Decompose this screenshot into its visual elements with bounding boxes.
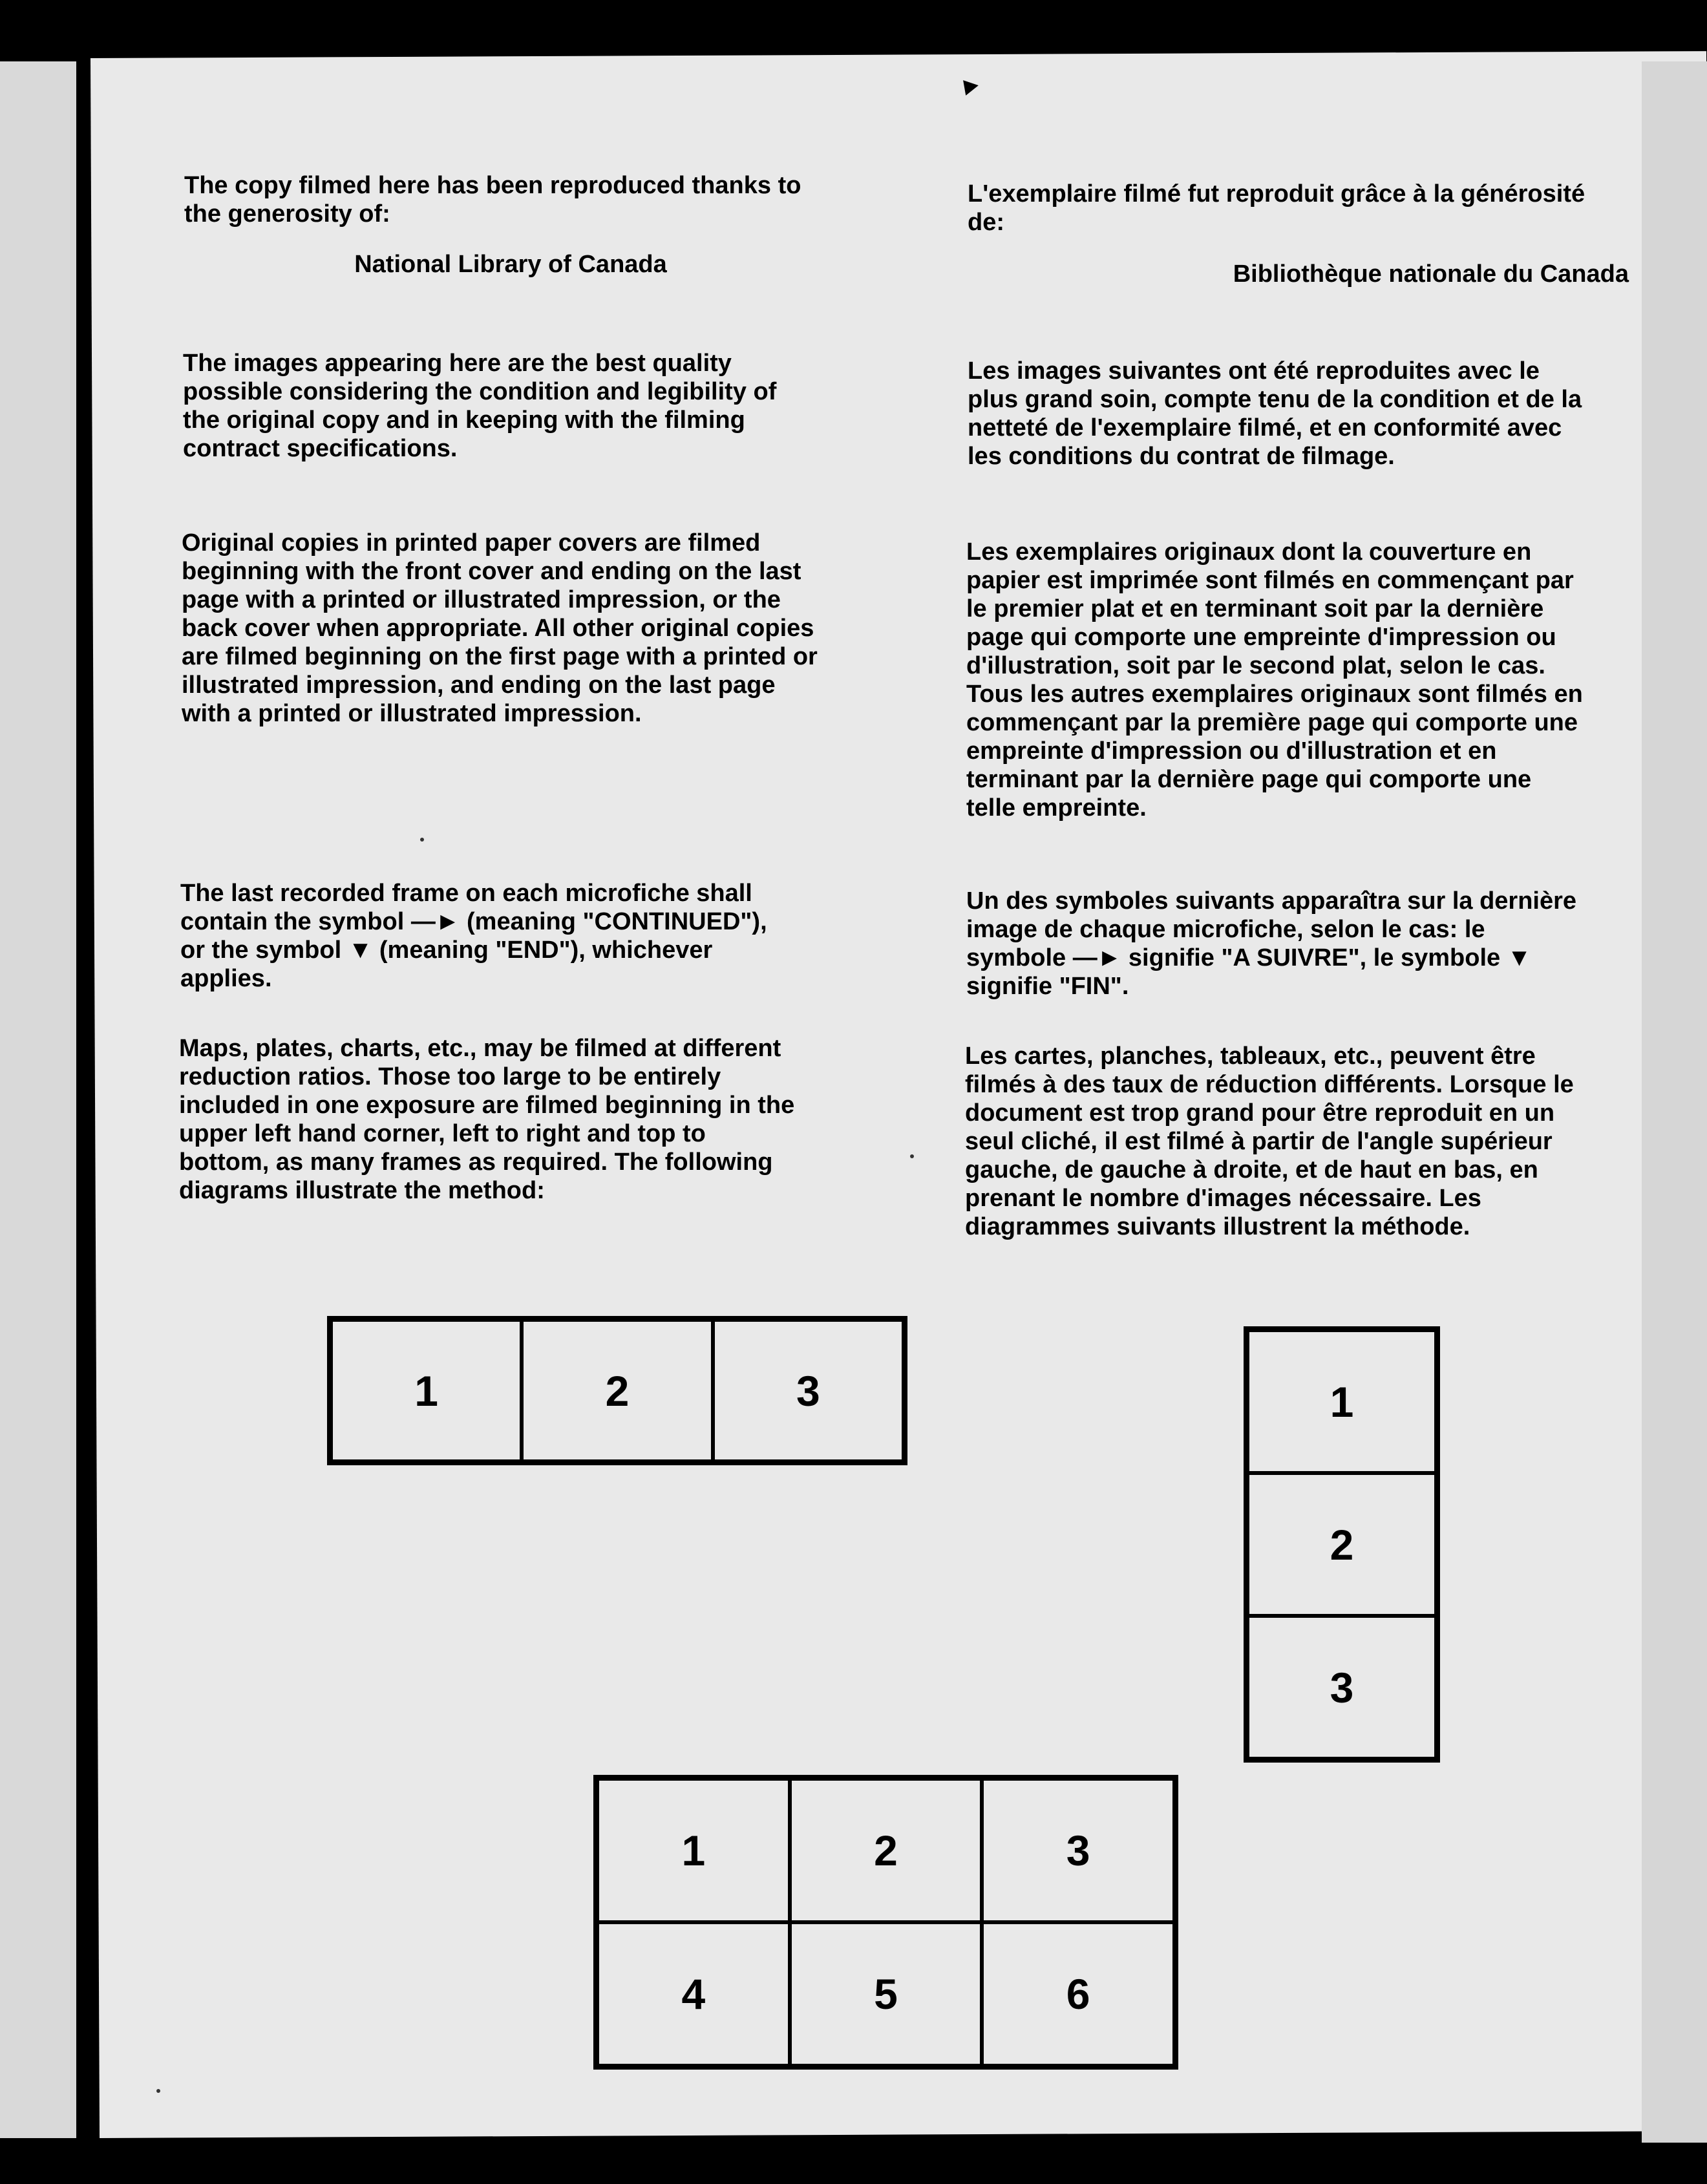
frame-cell: 2 [1247, 1473, 1436, 1616]
english-credit-intro: The copy filmed here has been reproduced thanks to the generosity of: [184, 172, 801, 228]
frame-cell: 3 [713, 1320, 904, 1461]
english-symbols-paragraph: The last recorded frame on each microfiche shall contain the symbol —► (meaning "CONTINUED"), or the symbol ▼ (meaning "END"), whichever applies. [180, 880, 767, 992]
french-maps-paragraph: Les cartes, planches, tableaux, etc., peuvent être filmés à des taux de réduction différents. Lorsque le document est trop grand pour être reproduit en un seul cliché, il est filmé à partir de l'angle supérieur gauche, de gauche à droite, et de haut en bas, en prenant le nombre d'images nécessaire. Les diagrammes suivants illustrent la méthode. [965, 1043, 1574, 1240]
page-right-edge [1642, 61, 1707, 2143]
adjacent-page-edge [0, 61, 76, 2138]
english-maps-paragraph: Maps, plates, charts, etc., may be filmed at different reduction ratios. Those too large to be entirely included in one exposure are filmed beginning in the upper left hand corner, left to right and top to bottom, as many frames as required. The following diagrams illustrate the method: [179, 1035, 795, 1204]
french-credit: L'exemplaire filmé fut reproduit grâce à la générosité de: [968, 180, 1585, 236]
diagram-vertical-strip [1244, 1326, 1440, 1763]
english-quality-paragraph: The images appearing here are the best quality possible considering the condition and legibility of the original copy and in keeping with the filming contract specifications. [183, 350, 777, 462]
diagram-horizontal-strip [327, 1316, 907, 1465]
frame-cell: 1 [331, 1320, 522, 1461]
french-quality-paragraph: Les images suivantes ont été reproduites avec le plus grand soin, compte tenu de la condition et de la netteté de l'exemplaire filmé, et en conformité avec les conditions du contrat de filmage. [968, 357, 1582, 470]
frame-cell: 1 [1247, 1330, 1436, 1473]
frame-cell: 3 [1247, 1616, 1436, 1759]
continued-arrow-icon-fr: —► [1072, 944, 1122, 971]
frame-cell: 3 [982, 1779, 1174, 1922]
english-credit [184, 171, 837, 228]
frame-cell: 4 [597, 1922, 790, 2066]
english-institution: National Library of Canada [354, 251, 667, 278]
end-triangle-icon: ▼ [348, 937, 373, 964]
frame-cell: 6 [982, 1922, 1174, 2066]
english-covers-paragraph: Original copies in printed paper covers are filmed beginning with the front cover and ending on the last page with a printed or illustrated impression, or the back cover when appropriate. All other original copies are filmed beginning on the first page with a printed or illustrated impression, and ending on the last page with a printed or illustrated impression. [182, 529, 818, 727]
continued-arrow-icon: —► [410, 908, 460, 935]
diagram-grid [593, 1775, 1178, 2070]
speck [910, 1154, 914, 1158]
frame-cell: 1 [597, 1779, 790, 1922]
speck [420, 838, 424, 842]
speck [156, 2089, 160, 2093]
frame-cell: 2 [790, 1779, 982, 1922]
french-covers-paragraph: Les exemplaires originaux dont la couverture en papier est imprimée sont filmés en commençant par le premier plat et en terminant soit par la dernière page qui comporte une empreinte d'impression ou d'illustration, soit par le second plat, selon le cas. Tous les autres exemplaires originaux sont filmés en commençant par la première page qui comporte une empreinte d'impression ou d'illustration et en terminant par la dernière page qui comporte une telle empreinte. [966, 538, 1583, 822]
frame-cell: 5 [790, 1922, 982, 2066]
registration-mark [963, 78, 980, 95]
french-symbols-paragraph: Un des symboles suivants apparaîtra sur la dernière image de chaque microfiche, selon le cas: le symbole —► signifie "A SUIVRE", le symbole ▼ signifie "FIN". [966, 887, 1577, 1000]
french-institution: Bibliothèque nationale du Canada [1233, 260, 1629, 288]
frame-cell: 2 [522, 1320, 712, 1461]
end-triangle-icon-fr: ▼ [1507, 944, 1532, 971]
